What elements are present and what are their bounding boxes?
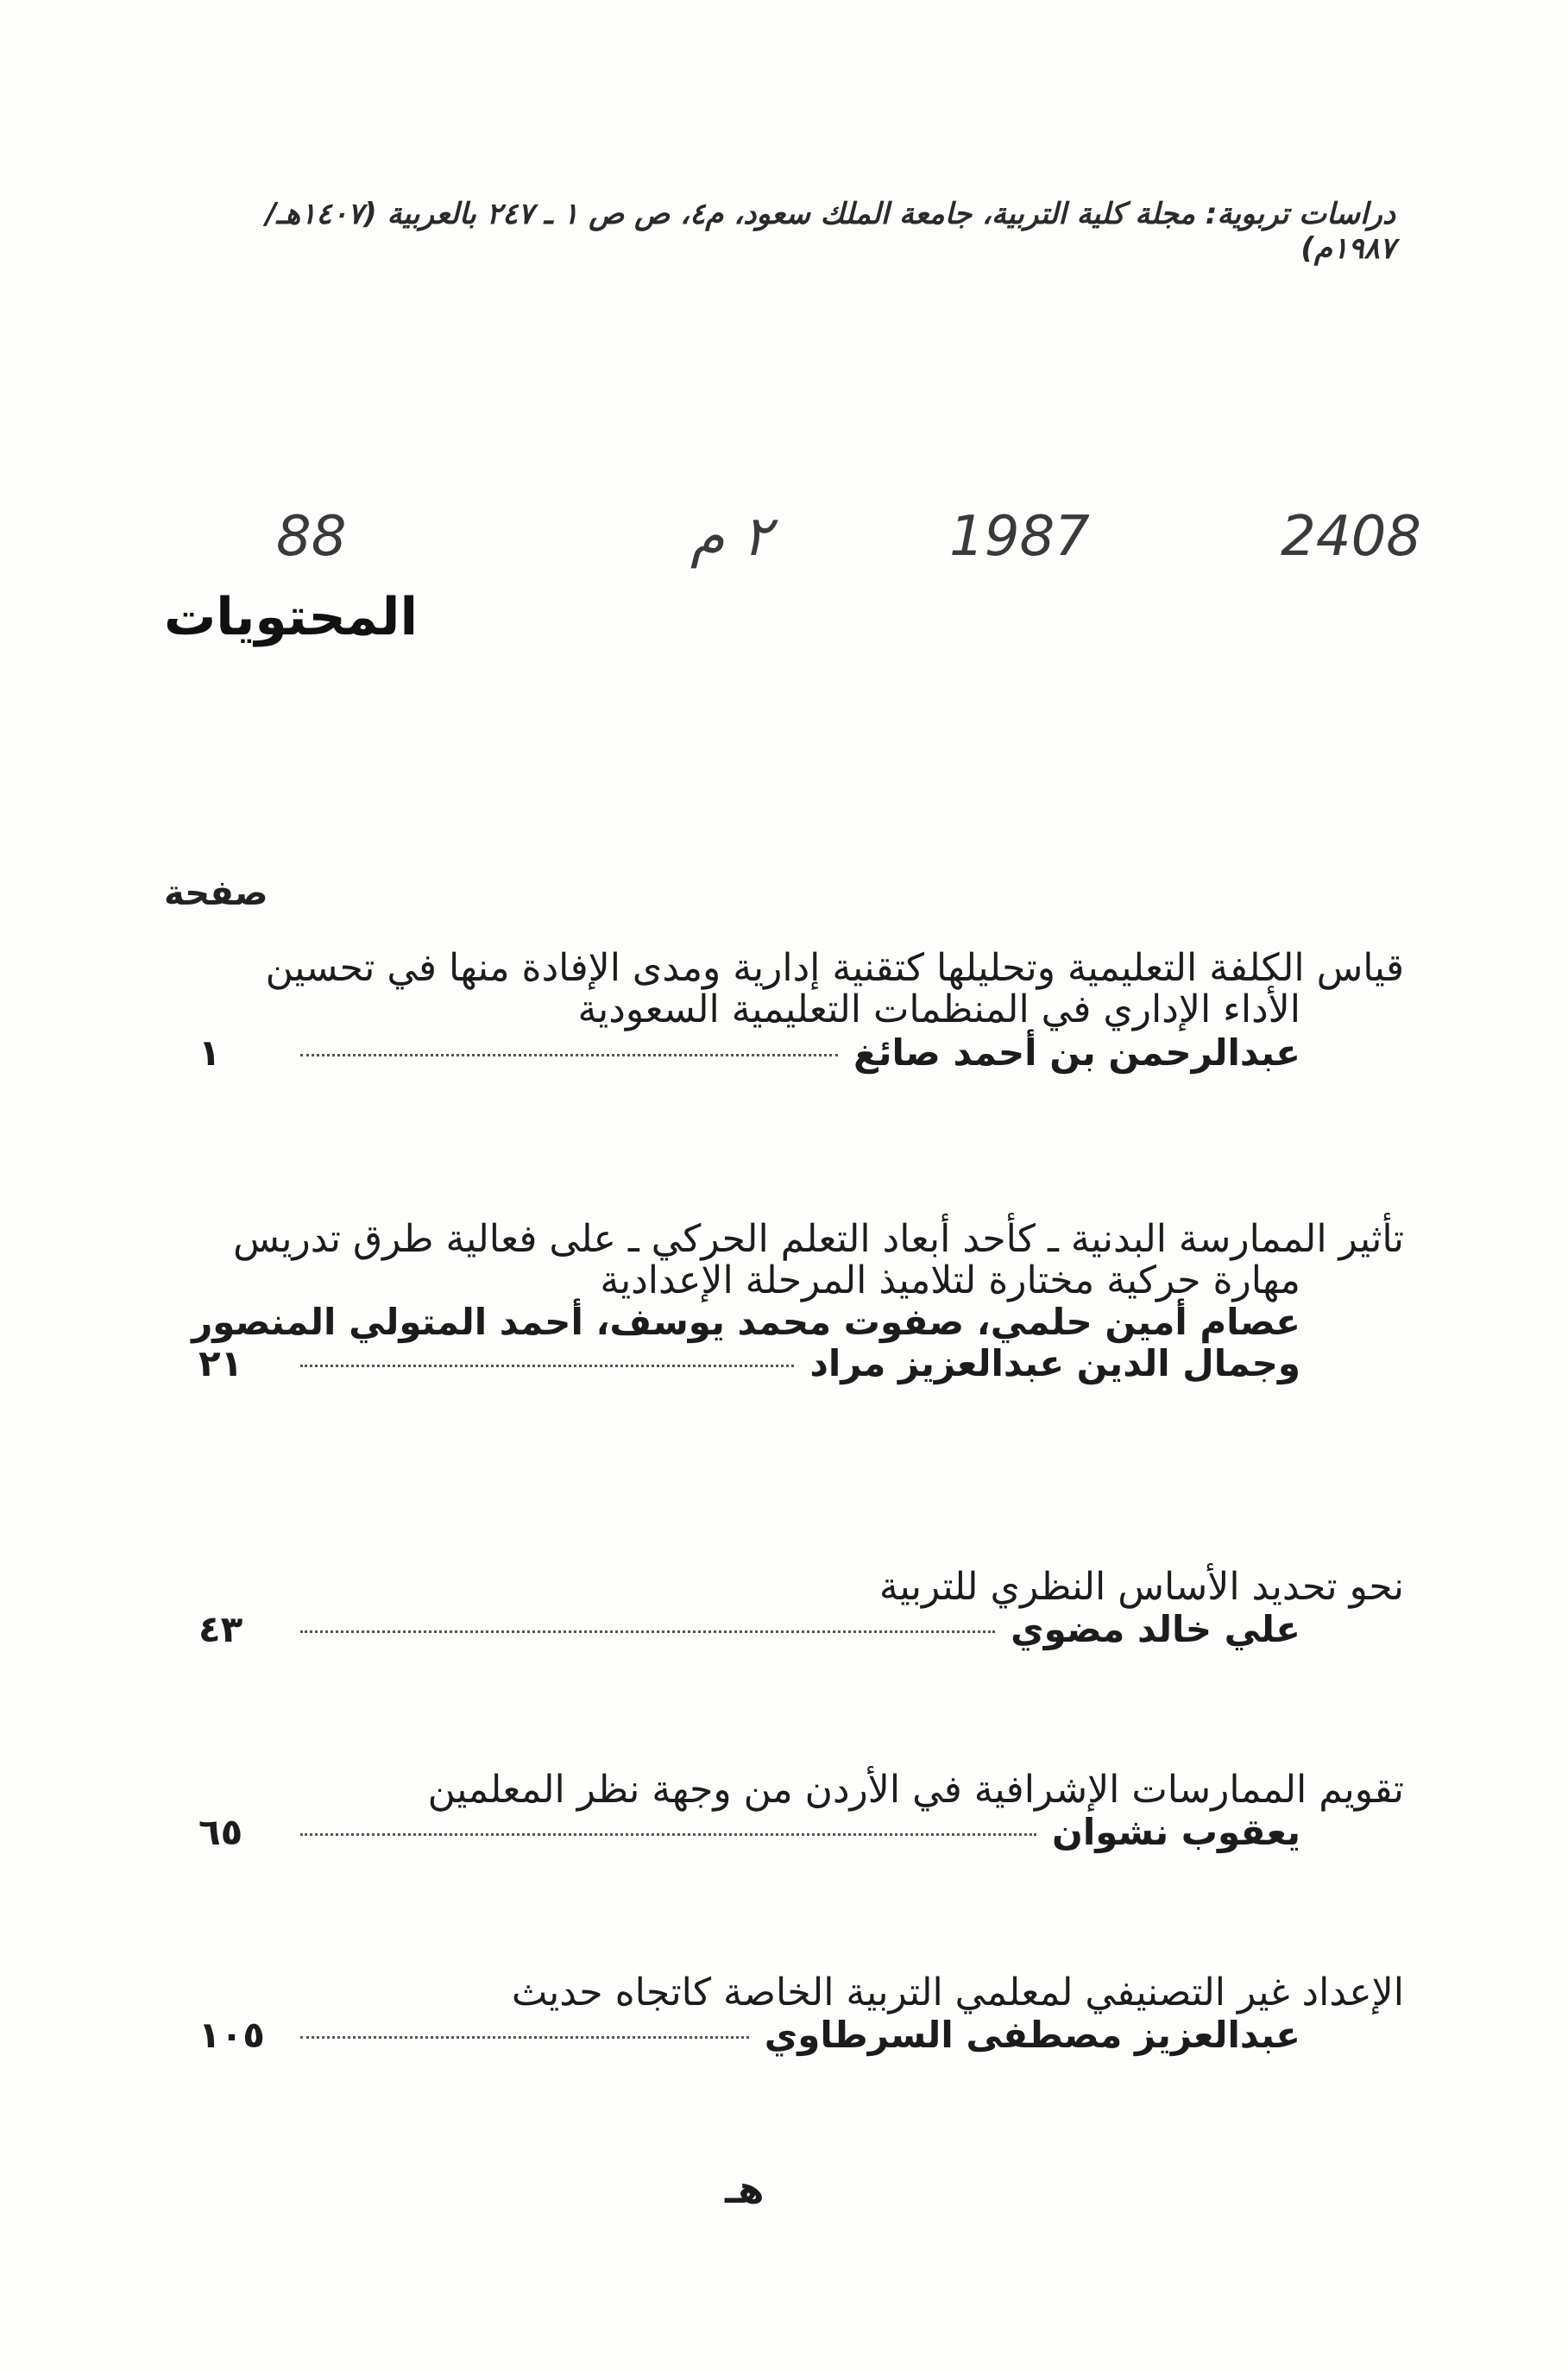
entry-page-number: ١: [198, 1031, 221, 1074]
handwritten-right-number: 2408: [1281, 505, 1421, 569]
handwritten-middle-note: ٢ م: [690, 505, 772, 569]
entry-authors: علي خالد مضوي: [1011, 1608, 1300, 1651]
dot-leader: [300, 1630, 995, 1633]
handwritten-left-number: 88: [276, 505, 347, 569]
entry-author-row: [198, 1608, 1404, 1650]
entry-author-row: [198, 1031, 1404, 1074]
entry-title-line: الأداء الإداري في المنظمات التعليمية السعودية: [577, 987, 1300, 1032]
handwritten-annotations: [276, 505, 1421, 583]
toc-entry: [198, 948, 1404, 1074]
toc-entry: [198, 1972, 1404, 2056]
entry-author-row: [198, 1811, 1404, 1853]
entry-title-line: قياس الكلفة التعليمية وتحليلها كتقنية إدارية ومدى الإفادة منها في تحسين: [265, 946, 1404, 990]
toc-entry: [198, 1567, 1404, 1650]
toc-entry: [192, 1217, 1404, 1384]
entry-authors: عبدالعزيز مصطفى السرطاوي: [764, 2014, 1300, 2057]
contents-title: المحتويات: [164, 587, 419, 647]
entry-page-number: ١٠٥: [198, 2014, 265, 2057]
entry-author-row: [198, 2014, 1404, 2056]
entry-title-line: تأثير الممارسة البدنية ـ كأحد أبعاد التعلم الحركي ـ على فعالية طرق تدريس: [233, 1217, 1404, 1261]
entry-authors: يعقوب نشوان: [1052, 1811, 1300, 1854]
handwritten-year: 1987: [949, 505, 1090, 569]
entry-authors: وجمال الدين عبدالعزيز مراد: [809, 1341, 1300, 1384]
entry-page-number: ٢١: [198, 1341, 243, 1384]
dot-leader: [300, 1054, 838, 1056]
entry-title-line: نحو تحديد الأساس النظري للتربية: [878, 1565, 1404, 1609]
entry-title-line: تقويم الممارسات الإشرافية في الأردن من وجهة نظر المعلمين: [427, 1768, 1404, 1812]
entry-page-number: ٤٣: [198, 1608, 243, 1651]
dot-leader: [300, 1833, 1036, 1836]
page-folio: هـ: [725, 2168, 765, 2212]
entry-title-line: مهارة حركية مختارة لتلاميذ المرحلة الإعدادية: [600, 1258, 1300, 1303]
dot-leader: [300, 1365, 794, 1367]
dot-leader: [300, 2036, 749, 2039]
page-column-label: صفحة: [164, 873, 268, 913]
entry-author-row: [198, 1342, 1404, 1384]
entry-page-number: ٦٥: [198, 1811, 243, 1854]
entry-title-line: الإعداد غير التصنيفي لمعلمي التربية الخاصة كاتجاه حديث: [511, 1971, 1404, 2015]
entry-authors: عبدالرحمن بن أحمد صائغ: [853, 1031, 1300, 1074]
toc-entry: [198, 1769, 1404, 1853]
entry-authors: عصام أمين حلمي، صفوت محمد يوسف، أحمد المتولي المنصور: [192, 1300, 1300, 1343]
journal-citation-header: دراسات تربوية: مجلة كلية التربية، جامعة الملك سعود، م٤، ص ص ١ ـ ٢٤٧ بالعربية (١٤٠٧هـ/ ١٩٨٧م): [265, 197, 1395, 266]
